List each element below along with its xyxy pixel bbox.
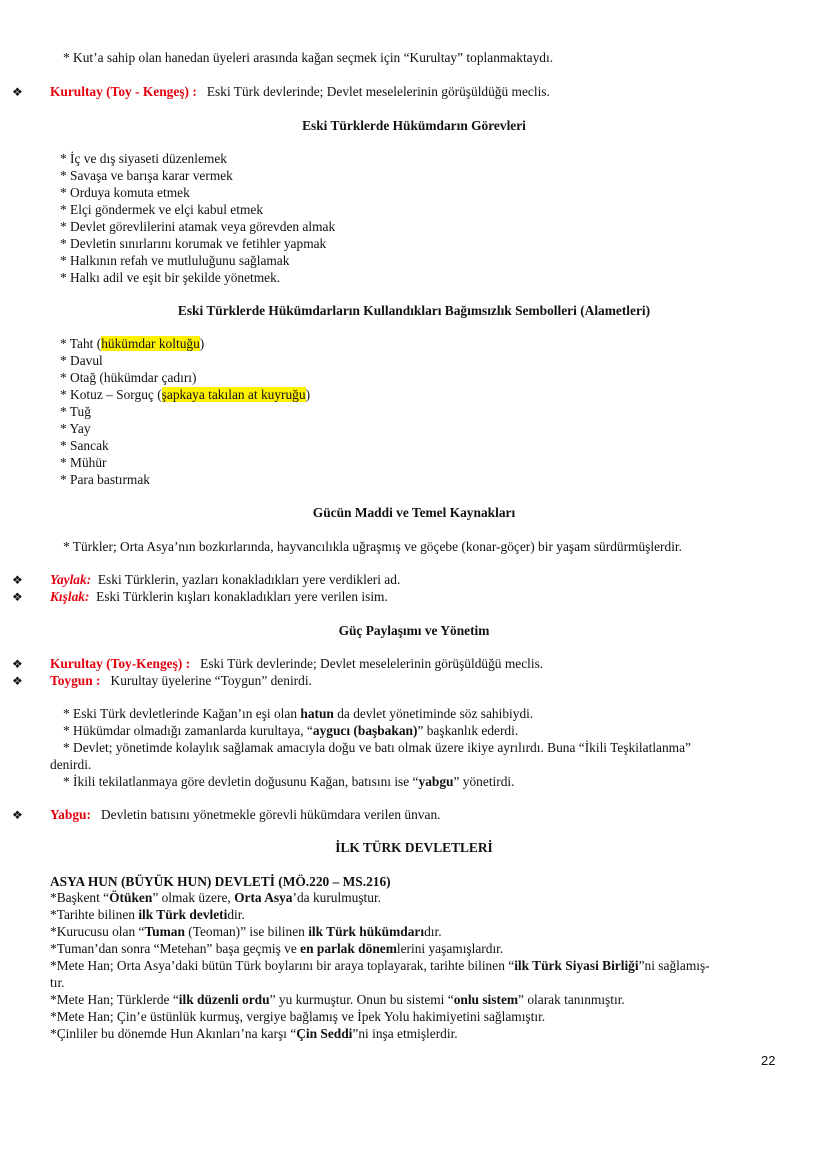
list-item: * Halkının refah ve mutluluğunu sağlamak xyxy=(60,253,290,268)
list-item-kotuz: * Kotuz – Sorguç (şapkaya takılan at kuyruğu) xyxy=(60,387,311,402)
term: Kurultay (Toy - Kengeş) : xyxy=(50,84,197,99)
highlight: şapkaya takılan at kuyruğu xyxy=(161,387,306,402)
hun-item: *Tuman’dan sonra “Metehan” başa geçmiş ve en parlak dönemlerini yaşamışlardır. xyxy=(50,941,504,956)
definition-text: Eski Türklerin, yazları konakladıkları yere verdikleri ad. xyxy=(97,572,401,587)
hun-item: *Mete Han; Orta Asya’daki bütün Türk boylarını bir araya toplayarak, tarihte bilinen “ilk Türk Siyasi Birliği”ni sağlamış- xyxy=(50,958,710,973)
list-item: * Devlet görevlilerini atamak veya görevden almak xyxy=(60,219,336,234)
kut-kurultay-note: * Kut’a sahip olan hanedan üyeleri arasında kağan seçmek için “Kurultay” toplanmaktaydı. xyxy=(63,50,554,65)
list-item: * Elçi göndermek ve elçi kabul etmek xyxy=(60,202,264,217)
kurultay-definition xyxy=(50,84,550,100)
list-item: * İç ve dış siyaseti düzenlemek xyxy=(60,151,227,166)
definition-text: Eski Türk devlerinde; Devlet meselelerinin görüşüldüğü meclis. xyxy=(206,84,550,99)
highlight: hükümdar koltuğu xyxy=(101,336,200,351)
hun-item: *Tarihte bilinen ilk Türk devletidir. xyxy=(50,907,245,922)
list-item: * Sancak xyxy=(60,438,109,453)
hun-item: *Çinliler bu dönemde Hun Akınları’na karşı “Çin Seddi”ni inşa etmişlerdir. xyxy=(50,1026,458,1041)
definition-text: Eski Türk devlerinde; Devlet meselelerinin görüşüldüğü meclis. xyxy=(200,656,544,671)
kurultay-definition-2 xyxy=(50,656,543,672)
yabgu-note: * İkili tekilatlanmaya göre devletin doğusunu Kağan, batısını ise “yabgu” yönetirdi. xyxy=(63,774,515,789)
heading-guc-paylasimi: Güç Paylaşımı ve Yönetim xyxy=(338,623,490,638)
hatun-note: * Eski Türk devletlerinde Kağan’ın eşi olan hatun da devlet yönetiminde söz sahibiydi. xyxy=(63,706,534,721)
list-item: * Devletin sınırlarını korumak ve fetihler yapmak xyxy=(60,236,327,251)
term: Kışlak: xyxy=(50,589,90,604)
hun-item: *Kurucusu olan “Tuman (Teoman)” ise bilinen ilk Türk hükümdarıdır. xyxy=(50,924,442,939)
turkler-note: * Türkler; Orta Asya’nın bozkırlarında, hayvancılıkla uğraşmış ve göçebe (konar-göçer) bir yaşam sürdürmüşlerdir. xyxy=(63,539,682,554)
list-item: * Otağ (hükümdar çadırı) xyxy=(60,370,197,385)
ikili-teskilat-note: * Devlet; yönetimde kolaylık sağlamak amacıyla doğu ve batı olmak üzere ikiye ayrılırdı. Buna “İkili Teşkilatlanma” xyxy=(63,740,691,755)
yaylak-definition xyxy=(50,572,400,588)
list-item: * Mühür xyxy=(60,455,107,470)
definition-text: Kurultay üyelerine “Toygun” denirdi. xyxy=(110,673,312,688)
heading-bagimsizlik-sembolleri: Eski Türklerde Hükümdarların Kullandıkları Bağımsızlık Sembolleri (Alametleri) xyxy=(177,303,651,318)
definition-text: Devletin batısını yönetmekle görevli hükümdara verilen ünvan. xyxy=(100,807,441,822)
term: Toygun : xyxy=(50,673,101,688)
list-item: * Halkı adil ve eşit bir şekilde yönetmek. xyxy=(60,270,281,285)
hun-item: *Mete Han; Türklerde “ilk düzenli ordu” yu kurmuştur. Onun bu sistemi “onlu sistem” olarak tanınmıştır. xyxy=(50,992,625,1007)
definition-text: Eski Türklerin kışları konakladıkları yere verilen isim. xyxy=(96,589,388,604)
bullet-diamond-icon: ❖ xyxy=(12,808,23,822)
ikili-teskilat-note-cont: denirdi. xyxy=(50,757,92,772)
bullet-diamond-icon: ❖ xyxy=(12,674,23,688)
list-item: * Yay xyxy=(60,421,91,436)
hun-item-cont: tır. xyxy=(50,975,65,990)
toygun-definition xyxy=(50,673,312,689)
aygucu-note: * Hükümdar olmadığı zamanlarda kurultaya, “aygucı (başbakan)” başkanlık ederdi. xyxy=(63,723,519,738)
bullet-diamond-icon: ❖ xyxy=(12,657,23,671)
asya-hun-heading: ASYA HUN (BÜYÜK HUN) DEVLETİ (MÖ.220 – MS.216) xyxy=(50,874,391,889)
heading-ilk-turk-devletleri: İLK TÜRK DEVLETLERİ xyxy=(335,840,493,855)
bullet-diamond-icon: ❖ xyxy=(12,573,23,587)
list-item: * Para bastırmak xyxy=(60,472,150,487)
hun-item: *Başkent “Ötüken” olmak üzere, Orta Asya’da kurulmuştur. xyxy=(50,890,382,905)
term: Yaylak: xyxy=(50,572,92,587)
yabgu-definition xyxy=(50,807,441,823)
heading-gucun-kaynaklari: Gücün Maddi ve Temel Kaynakları xyxy=(312,505,516,520)
term: Yabgu: xyxy=(50,807,91,822)
kislak-definition xyxy=(50,589,388,605)
term: Kurultay (Toy-Kengeş) : xyxy=(50,656,191,671)
bullet-diamond-icon: ❖ xyxy=(12,85,23,99)
list-item-taht: * Taht (hükümdar koltuğu) xyxy=(60,336,205,351)
hun-item: *Mete Han; Çin’e üstünlük kurmuş, vergiye bağlamış ve İpek Yolu hakimiyetini sağlamıştır. xyxy=(50,1009,546,1024)
heading-hukumdar-gorevleri: Eski Türklerde Hükümdarın Görevleri xyxy=(302,118,526,133)
list-item: * Tuğ xyxy=(60,404,91,419)
bullet-diamond-icon: ❖ xyxy=(12,590,23,604)
page-number: 22 xyxy=(761,1053,776,1068)
list-item: * Davul xyxy=(60,353,103,368)
list-item: * Savaşa ve barışa karar vermek xyxy=(60,168,233,183)
list-item: * Orduya komuta etmek xyxy=(60,185,190,200)
